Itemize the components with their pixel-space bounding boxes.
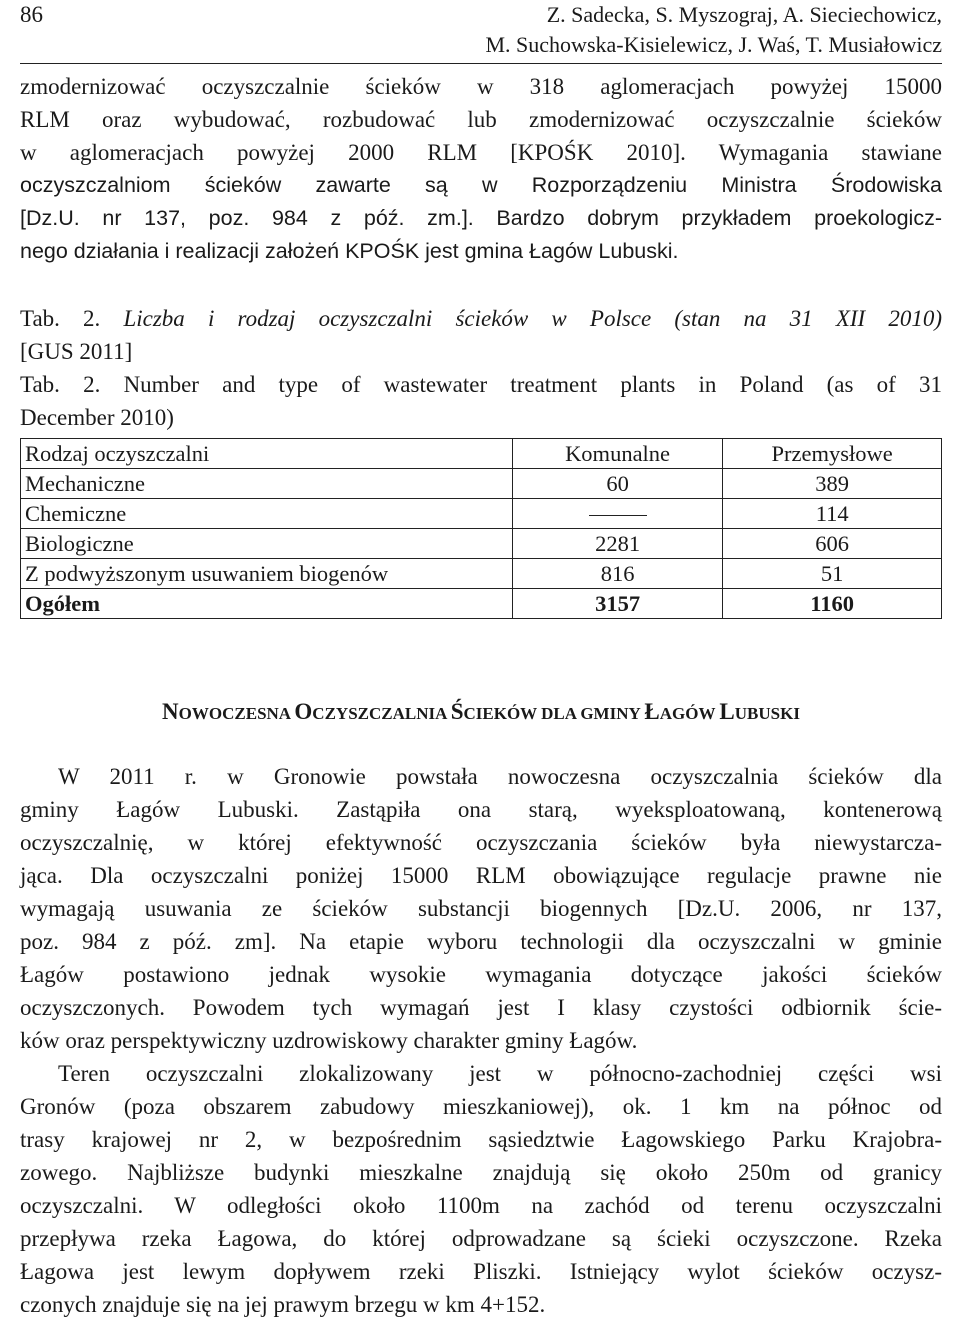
text-line: W 2011 r. w Gronowie powstała nowoczesna oczyszczalnia ścieków dla [58,764,942,789]
table-header-row [21,439,942,469]
caption-pl-label: Tab. 2. [20,306,101,331]
table-cell: Ogółem [21,589,513,619]
header-rule [20,63,942,64]
intro-paragraph [20,70,942,268]
text-line: [Dz.U. nr 137, poz. 984 z póź. zm.]. Bardzo dobrym przykładem proekologicz- [20,206,942,230]
table-cell [512,499,723,529]
text-line: zmodernizować oczyszczalnie ścieków w 318 aglomeracjach powyżej 15000 [20,74,942,99]
text-line: Łagowa jest lewym dopływem rzeki Pliszki. Istniejący wylot ścieków oczysz- [20,1259,942,1284]
table-row [21,529,942,559]
running-authors [486,0,943,60]
text-line: przepływa rzeka Łagowa, do której odprowadzane są ścieki oczyszczone. Rzeka [20,1226,942,1251]
text-line: Teren oczyszczalni zlokalizowany jest w północno-zachodniej części wsi [58,1061,942,1086]
table-cell: 3157 [512,589,723,619]
text-line: gminy Łagów Lubuski. Zastąpiła ona starą, wyeksploatowaną, kontenerową [20,797,942,822]
section-paragraph-2 [20,1057,942,1321]
table-cell: 51 [723,559,942,589]
text-line: oczyszczalnię, w której efektywność oczyszczania ścieków była niewystarcza- [20,830,942,855]
text-line: oczyszczonych. Powodem tych wymagań jest I klasy czystości odbiornik ście- [20,995,942,1020]
text-line: zowego. Najbliższe budynki mieszkalne znajdują się około 250m od granicy [20,1160,942,1185]
table-row [21,559,942,589]
table-cell: 114 [723,499,942,529]
text-line: w aglomeracjach powyżej 2000 RLM [KPOŚK 2010]. Wymagania stawiane [20,140,942,165]
caption-pl-source: [GUS 2011] [20,339,133,364]
table-cell: 816 [512,559,723,589]
table-total-row [21,589,942,619]
caption-en-text: Number and type of wastewater treatment plants in Poland (as of 31 [123,372,943,397]
text-line: wymagają usuwania ze ścieków substancji biogennych [Dz.U. 2006, nr 137, [20,896,942,921]
authors-line-1: Z. Sadecka, S. Myszograj, A. Sieciechowicz, [546,2,942,27]
authors-line-2: M. Suchowska-Kisielewicz, J. Waś, T. Musiałowicz [485,32,942,57]
text-line: RLM oraz wybudować, rozbudować lub zmodernizować oczyszczalnie ścieków [20,107,942,132]
table-header-cell: Rodzaj oczyszczalni [21,439,513,469]
table-cell: Mechaniczne [21,469,513,499]
text-line: nego działania i realizacji założeń KPOŚK jest gmina Łagów Lubuski. [20,239,679,263]
table-cell: Z podwyższonym usuwaniem biogenów [21,559,513,589]
section-body [20,760,942,1321]
table-header-cell: Komunalne [512,439,723,469]
text-line: Łagów postawiono jednak wysokie wymagania dotyczące jakości ścieków [20,962,942,987]
caption-en-line [20,368,942,401]
table-row [21,469,942,499]
caption-pl-text: Liczba i rodzaj oczyszczalni ścieków w Polsce (stan na 31 XII 2010) [123,306,943,331]
table-header-cell: Przemysłowe [723,439,942,469]
table-cell: 1160 [723,589,942,619]
table-caption [20,302,942,434]
table-cell: 2281 [512,529,723,559]
running-header [20,0,942,66]
text-line: oczyszczalni. W odległości około 1100m na zachód od terenu oczyszczalni [20,1193,942,1218]
caption-pl-line [20,302,942,335]
text-line: trasy krajowej nr 2, w bezpośrednim sąsiedztwie Łagowskiego Parku Krajobra- [20,1127,942,1152]
text-line: jąca. Dla oczyszczalni poniżej 15000 RLM obowiązujące regulacje prawne nie [20,863,942,888]
caption-en-label: Tab. 2. [20,372,101,397]
document-page [20,0,943,1317]
text-line: czonych znajduje się na jej prawym brzegu w km 4+152. [20,1292,546,1317]
table-cell: 389 [723,469,942,499]
table-cell: 606 [723,529,942,559]
table-cell: 60 [512,469,723,499]
page-number: 86 [20,2,43,27]
text-line: oczyszczalniom ścieków zawarte są w Rozporządzeniu Ministra Środowiska [20,173,942,197]
no-value-dash [589,515,647,516]
table-row [21,499,942,529]
section-paragraph-1 [20,760,942,1057]
text-line: poz. 984 z póź. zm]. Na etapie wyboru technologii dla oczyszczalni w gminie [20,929,942,954]
section-heading: NOWOCZESNA OCZYSZCZALNIA ŚCIEKÓW DLA GMINY ŁAGÓW LUBUSKI [162,699,800,724]
text-line: Gronów (poza obszarem zabudowy mieszkaniowej), ok. 1 km na północ od [20,1094,942,1119]
text-line: ków oraz perspektywiczny uzdrowiskowy charakter gminy Łagów. [20,1028,638,1053]
treatment-plants-table [20,438,942,619]
table-cell: Chemiczne [21,499,513,529]
caption-en-line-2: December 2010) [20,405,174,430]
table-cell: Biologiczne [21,529,513,559]
